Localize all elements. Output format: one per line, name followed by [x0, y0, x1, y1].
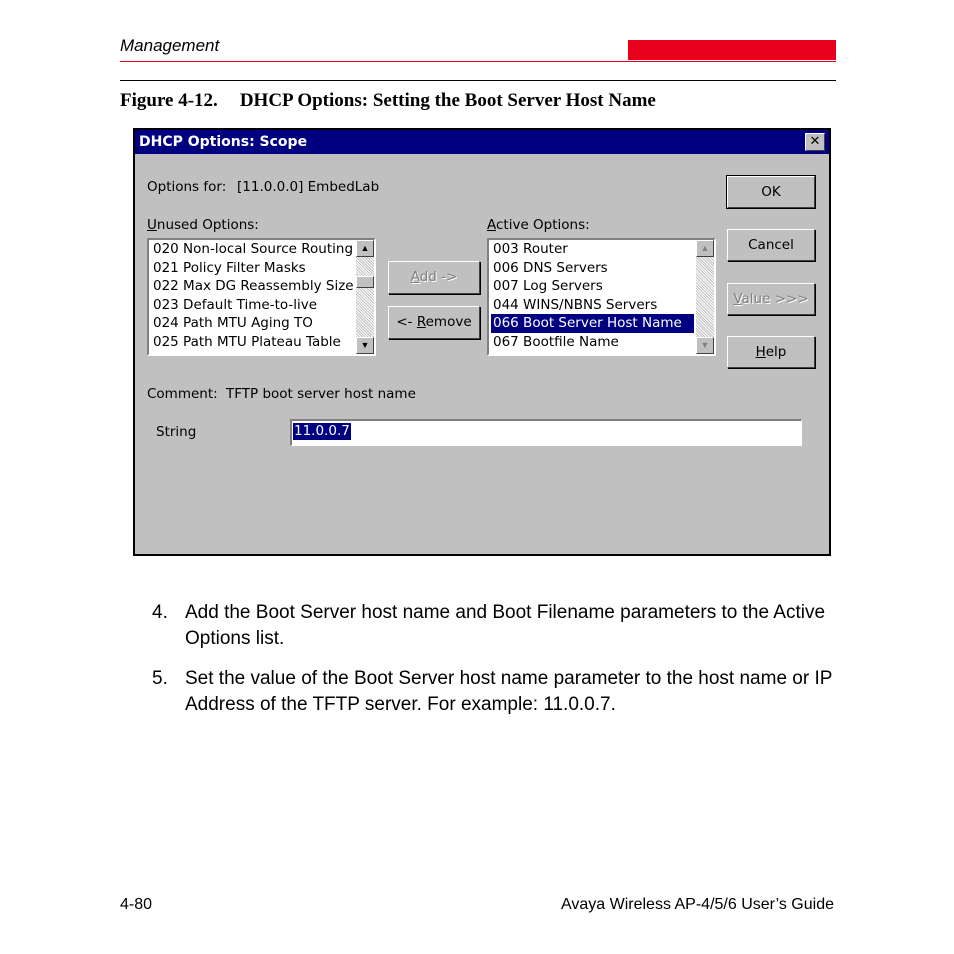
active-scrollbar[interactable]	[696, 240, 714, 354]
arrow-down-icon: ▼	[360, 340, 370, 350]
list-item[interactable]: 006 DNS Servers	[493, 259, 608, 276]
header-rule	[120, 80, 836, 81]
active-options-list[interactable]	[487, 238, 716, 356]
step-item	[152, 666, 852, 718]
list-item-selected[interactable]: 066 Boot Server Host Name	[491, 314, 694, 333]
list-item[interactable]: 025 Path MTU Plateau Table	[153, 333, 341, 350]
options-for-label: Options for:	[147, 179, 227, 195]
instruction-steps	[152, 600, 852, 732]
dialog-titlebar[interactable]	[135, 130, 829, 154]
scroll-up-button[interactable]	[356, 240, 374, 257]
step-number: 5.	[152, 668, 168, 689]
remove-button[interactable]: <- Remove	[388, 306, 480, 339]
string-input[interactable]	[290, 419, 802, 446]
string-value-selected: 11.0.0.7	[294, 423, 350, 439]
list-item[interactable]: 024 Path MTU Aging TO	[153, 315, 313, 332]
scroll-down-button[interactable]	[356, 337, 374, 354]
string-label: String	[156, 424, 197, 440]
value-button[interactable]: Value >>>	[727, 283, 815, 315]
unused-options-list[interactable]	[147, 238, 376, 356]
page-number: 4-80	[120, 896, 153, 913]
scroll-down-button[interactable]	[696, 337, 714, 354]
list-item[interactable]: 067 Bootfile Name	[493, 333, 619, 350]
header-accent-bar	[628, 40, 836, 60]
list-item[interactable]: 023 Default Time-to-live	[153, 296, 318, 313]
close-icon: ✕	[809, 134, 821, 149]
dialog-title: DHCP Options: Scope	[139, 134, 308, 150]
figure-number: Figure 4-12.	[120, 90, 218, 111]
scroll-thumb[interactable]	[356, 276, 374, 288]
step-item	[152, 600, 852, 652]
page-header: Management	[120, 36, 220, 55]
list-item[interactable]: 021 Policy Filter Masks	[153, 259, 306, 276]
unused-scrollbar[interactable]	[356, 240, 374, 354]
scroll-up-button[interactable]	[696, 240, 714, 257]
unused-options-label: Unused Options:	[147, 217, 259, 233]
list-item[interactable]: 003 Router	[493, 241, 568, 257]
add-button[interactable]: Add ->	[388, 261, 480, 294]
step-text: Set the value of the Boot Server host name parameter to the host name or IP Address of the TFTP server. For example: 11.0.0.7.	[185, 668, 833, 715]
document-title: Avaya Wireless AP-4/5/6 User’s Guide	[560, 896, 834, 913]
list-item[interactable]: 020 Non-local Source Routing	[153, 241, 354, 257]
ok-button[interactable]: OK	[727, 176, 815, 208]
cancel-button[interactable]: Cancel	[727, 229, 815, 261]
close-button[interactable]	[805, 133, 825, 151]
comment-value: TFTP boot server host name	[226, 386, 416, 402]
figure-caption	[120, 90, 656, 112]
list-item[interactable]: 044 WINS/NBNS Servers	[493, 296, 658, 313]
options-for-value: [11.0.0.0] EmbedLab	[237, 179, 380, 195]
active-options-label: Active Options:	[487, 217, 590, 233]
list-item[interactable]: 007 Log Servers	[493, 278, 603, 295]
list-item[interactable]: 022 Max DG Reassembly Size	[153, 278, 354, 295]
help-button[interactable]: Help	[727, 336, 815, 368]
comment-label: Comment:	[147, 386, 218, 402]
step-text: Add the Boot Server host name and Boot Filename parameters to the Active Options list.	[185, 602, 826, 649]
figure-title: DHCP Options: Setting the Boot Server Host Name	[239, 90, 656, 111]
arrow-up-icon: ▲	[700, 243, 710, 253]
step-number: 4.	[152, 602, 168, 623]
dhcp-options-dialog	[133, 128, 831, 556]
arrow-up-icon: ▲	[360, 243, 370, 253]
header-rule-red	[120, 61, 836, 62]
arrow-down-icon: ▼	[700, 340, 710, 350]
